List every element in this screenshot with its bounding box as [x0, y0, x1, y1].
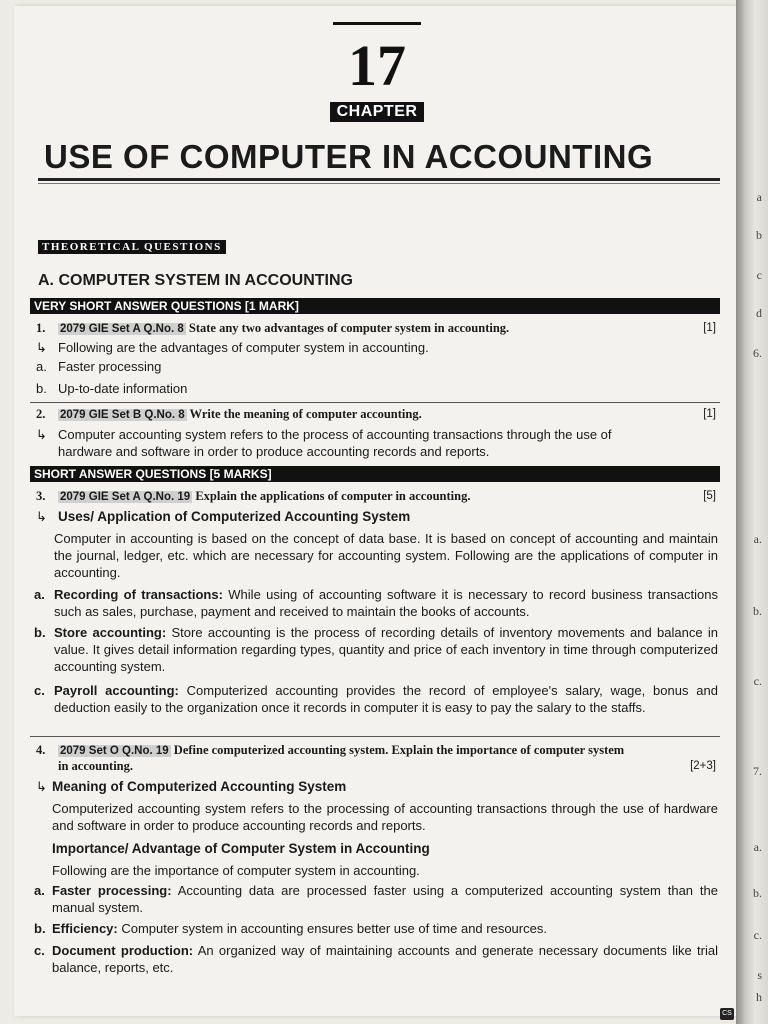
answer-arrow-icon: ↳ — [36, 779, 47, 794]
point-text: Up-to-date information — [58, 381, 188, 396]
very-short-answer-bar: VERY SHORT ANSWER QUESTIONS [1 MARK] — [30, 298, 720, 314]
point-a — [54, 586, 718, 620]
scanner-badge: CS — [720, 1008, 734, 1020]
point-c — [52, 942, 718, 976]
edge-letter: h — [756, 990, 762, 1004]
exam-tag: 2079 GIE Set A Q.No. 19 — [60, 491, 191, 503]
edge-letter: 7. — [753, 764, 762, 778]
next-page-edge — [744, 0, 764, 1024]
edge-letter: b. — [753, 886, 762, 900]
edge-letter: c — [756, 268, 762, 282]
question-number: 3. — [36, 489, 46, 503]
question-2 — [36, 406, 720, 423]
chapter-top-rule — [333, 22, 421, 25]
question-text: Explain the applications of computer in accounting. — [195, 489, 471, 503]
point-c — [54, 682, 718, 716]
point-title: Faster processing: — [52, 883, 172, 898]
question-text: Write the meaning of computer accounting. — [189, 407, 422, 421]
question-4-cont — [58, 758, 720, 774]
answer-arrow-icon: ↳ — [36, 427, 47, 442]
point-label: a. — [34, 883, 45, 898]
answer-arrow-icon: ↳ — [36, 340, 47, 355]
point-b — [52, 920, 718, 937]
point-label: b. — [34, 625, 46, 640]
exam-tag: 2079 GIE Set B Q.No. 8 — [60, 409, 185, 421]
point-text: Computer system in accounting ensures better use of time and resources. — [117, 921, 547, 936]
point-label: a. — [36, 359, 47, 374]
point-text: Store accounting is the process of recording details of inventory movements and balance in value. It gives detail information regarding types, quantity and price of each inventory in time through computerized accounting system. — [54, 625, 718, 674]
divider — [30, 402, 720, 403]
meaning-text: Computerized accounting system refers to the processing of accounting transactions through the use of hardware and software in order to produce accounting records and reports. — [52, 801, 718, 833]
question-marks: [1] — [703, 408, 716, 420]
answer-heading: Importance/ Advantage of Computer System in Accounting — [52, 841, 430, 856]
theoretical-questions-label: THEORETICAL QUESTIONS — [38, 240, 226, 254]
question-4 — [36, 742, 720, 759]
point-title: Document production: — [52, 943, 194, 958]
edge-letter: c. — [753, 928, 762, 942]
exam-tag: 2079 Set O Q.No. 19 — [60, 745, 169, 757]
chapter-title: USE OF COMPUTER IN ACCOUNTING — [44, 138, 654, 175]
exam-tag: 2079 GIE Set A Q.No. 8 — [60, 323, 184, 335]
edge-letter: 6. — [753, 346, 762, 360]
point-label: c. — [34, 683, 45, 698]
point-text: While using of accounting software it is necessary to record business transactions such as sales, purchase, payment and received to maintain the books of accounts. — [54, 587, 718, 619]
point-title: Recording of transactions: — [54, 587, 223, 602]
point-text: Computerized accounting provides the record of employee's salary, wage, bonus and deduction easily to the organization once it records in computer it is easy to pay the salary to the staffs. — [54, 683, 718, 715]
edge-letter: a — [756, 190, 762, 204]
point-title: Payroll accounting: — [54, 683, 179, 698]
chapter-label: CHAPTER — [330, 102, 424, 122]
answer-intro: Following are the importance of computer system in accounting. — [52, 863, 420, 878]
edge-letter: a. — [753, 840, 762, 854]
point-label: b. — [34, 921, 46, 936]
point-label: c. — [34, 943, 45, 958]
point-text: Faster processing — [58, 359, 162, 374]
answer-text: hardware and software in order to produce accounting records and reports. — [58, 444, 490, 459]
answer-arrow-icon: ↳ — [36, 509, 47, 524]
point-title: Efficiency: — [52, 921, 118, 936]
point-text: Accounting data are processed faster using a computerized accounting system than the manual system. — [52, 883, 718, 915]
question-number: 4. — [36, 743, 46, 757]
edge-letter: d — [756, 306, 762, 320]
edge-letter: s — [757, 968, 762, 982]
title-rule-thin — [38, 183, 720, 184]
answer-text: Following are the advantages of computer system in accounting. — [58, 340, 429, 355]
short-answer-bar: SHORT ANSWER QUESTIONS [5 MARKS] — [30, 466, 720, 482]
answer-heading: Meaning of Computerized Accounting System — [52, 779, 347, 794]
section-heading: A. COMPUTER SYSTEM IN ACCOUNTING — [38, 272, 353, 289]
question-text: State any two advantages of computer system in accounting. — [188, 321, 510, 335]
question-text: in accounting. — [58, 759, 134, 773]
question-1 — [36, 320, 720, 337]
edge-letter: c. — [753, 674, 762, 688]
point-a — [52, 882, 718, 916]
point-b — [54, 624, 718, 675]
edge-letter: a. — [753, 532, 762, 546]
point-label: b. — [36, 381, 47, 396]
edge-letter: b. — [753, 604, 762, 618]
answer-heading: Uses/ Application of Computerized Accounting System — [58, 509, 411, 524]
question-marks: [5] — [703, 490, 716, 502]
point-title: Store accounting: — [54, 625, 167, 640]
question-marks: [1] — [703, 322, 716, 334]
question-number: 2. — [36, 407, 46, 421]
question-number: 1. — [36, 321, 46, 335]
question-3 — [36, 488, 720, 505]
divider — [30, 736, 720, 737]
question-marks: [2+3] — [690, 760, 716, 772]
answer-intro: Computer in accounting is based on the concept of data base. It is based on concept of accounting and maintain the journal, ledger, etc. which are necessary for accounting system. Following are the applications of computer in accounting. — [54, 531, 718, 580]
point-label: a. — [34, 587, 45, 602]
title-rule — [38, 178, 720, 181]
question-text: Define computerized accounting system. Explain the importance of computer system — [173, 743, 625, 757]
answer-text: Computer accounting system refers to the process of accounting transactions through the use of — [58, 427, 612, 442]
point-text: An organized way of maintaining accounts and generate necessary documents like trial balance, reports, etc. — [52, 943, 718, 975]
edge-letter: b — [756, 228, 762, 242]
chapter-number: 17 — [348, 33, 406, 98]
